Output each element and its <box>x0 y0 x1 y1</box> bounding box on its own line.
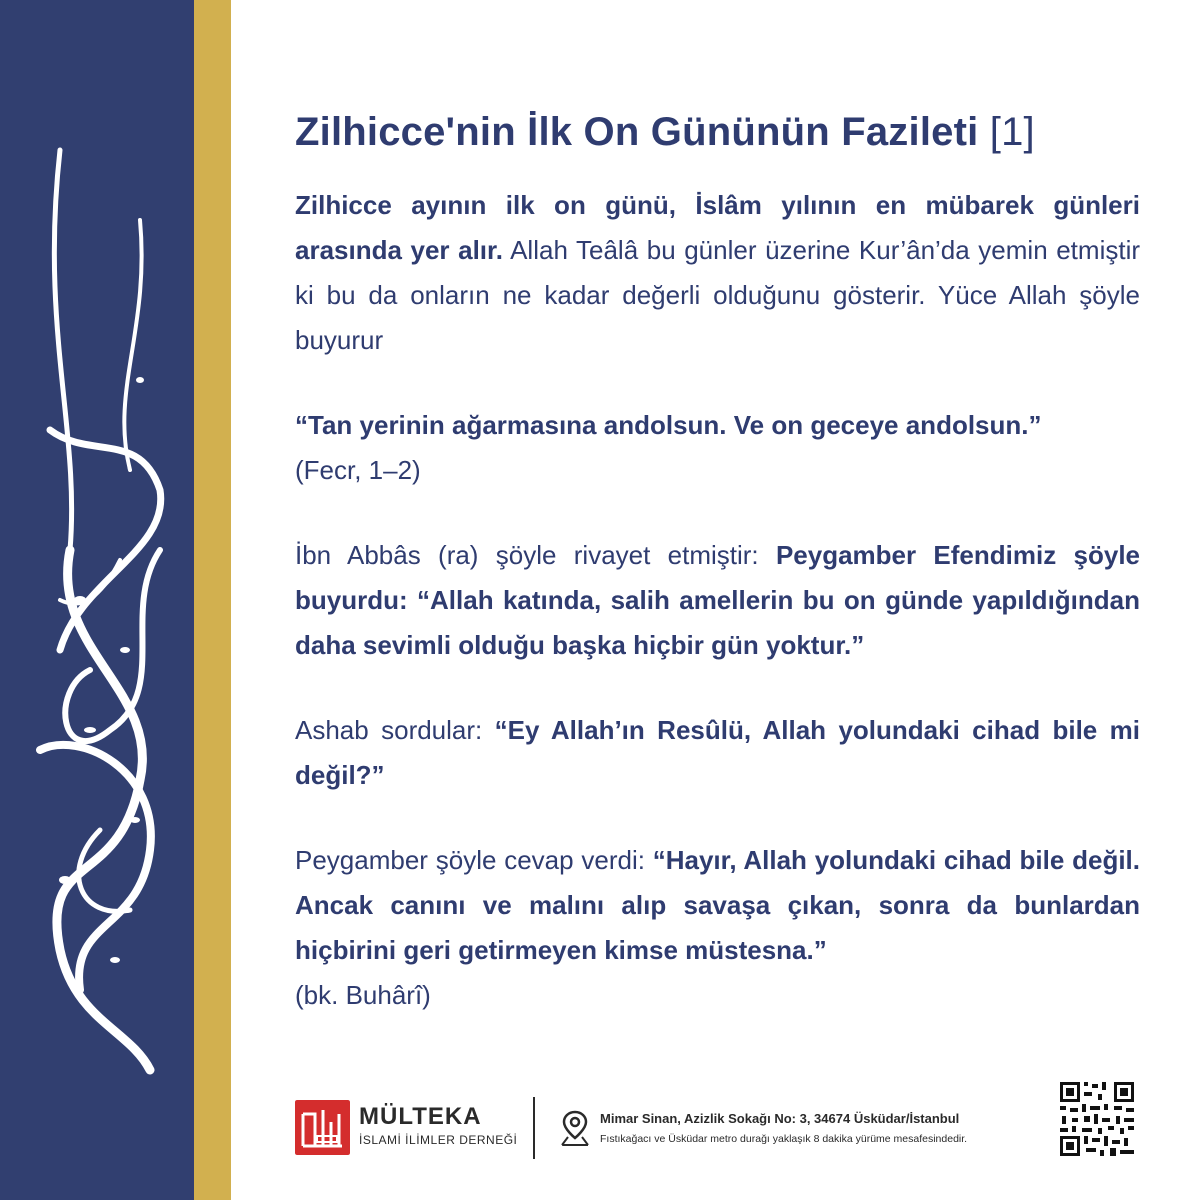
question-quote: “Ey Allah’ın Resûlü, Allah yolundaki cihad bile mi değil?” <box>295 715 1140 790</box>
page-title <box>295 110 1140 155</box>
multeka-logo-icon <box>295 1100 350 1155</box>
brand-name: MÜLTEKA <box>359 1103 482 1130</box>
title-number: [1] <box>989 110 1035 154</box>
paragraph-hadith <box>295 533 1140 668</box>
intro-bold: Zilhicce ayının ilk on günü, İslâm yılının en mübarek günleri arasında yer alır. <box>295 190 1140 265</box>
footer <box>295 1075 1145 1170</box>
answer-reference: (bk. Buhârî) <box>295 980 431 1010</box>
paragraph-answer <box>295 838 1140 1018</box>
hadith-quote: Peygamber Efendimiz şöyle buyurdu: “Allah katında, salih amellerin bu on günde yapıldığından daha sevimli olduğu başka hiçbir gün yoktur.” <box>295 540 1141 660</box>
calligraphy-ornament-icon <box>20 130 180 1080</box>
location-pin-icon <box>560 1109 590 1147</box>
verse-quote: “Tan yerinin ağarmasına andolsun. Ve on geceye andolsun.” <box>295 410 1042 440</box>
qr-code-icon[interactable] <box>1058 1080 1136 1158</box>
question-intro: Ashab sordular: <box>295 715 495 745</box>
brand-subtitle: İSLAMİ İLİMLER DERNEĞİ <box>359 1133 518 1147</box>
intro-text: Allah Teâlâ bu günler üzerine Kur’ân’da yemin etmiştir ki bu da onların ne kadar değerli olduğunu gösterir. Yüce Allah şöyle buyurur <box>295 235 1141 355</box>
answer-quote: “Hayır, Allah yolundaki cihad bile değil. Ancak canını ve malını alıp savaşa çıkan, sonra da bunlardan hiçbirini geri getirmeyen kimse müstesna.” <box>295 845 1140 965</box>
paragraph-intro <box>295 183 1140 363</box>
verse-reference: (Fecr, 1–2) <box>295 455 421 485</box>
paragraph-question <box>295 708 1140 798</box>
paragraph-verse <box>295 403 1140 493</box>
address-line: Mimar Sinan, Azizlik Sokağı No: 3, 34674 Üsküdar/İstanbul <box>600 1111 960 1126</box>
footer-divider <box>533 1097 535 1159</box>
gold-stripe <box>194 0 231 1200</box>
title-text: Zilhicce'nin İlk On Gününün Fazileti <box>295 110 979 154</box>
directions-line: Fıstıkağacı ve Üsküdar metro durağı yaklaşık 8 dakika yürüme mesafesindedir. <box>600 1133 968 1145</box>
main-content <box>295 110 1140 1058</box>
answer-intro: Peygamber şöyle cevap verdi: <box>295 845 653 875</box>
hadith-intro: İbn Abbâs (ra) şöyle rivayet etmiştir: <box>295 540 776 570</box>
